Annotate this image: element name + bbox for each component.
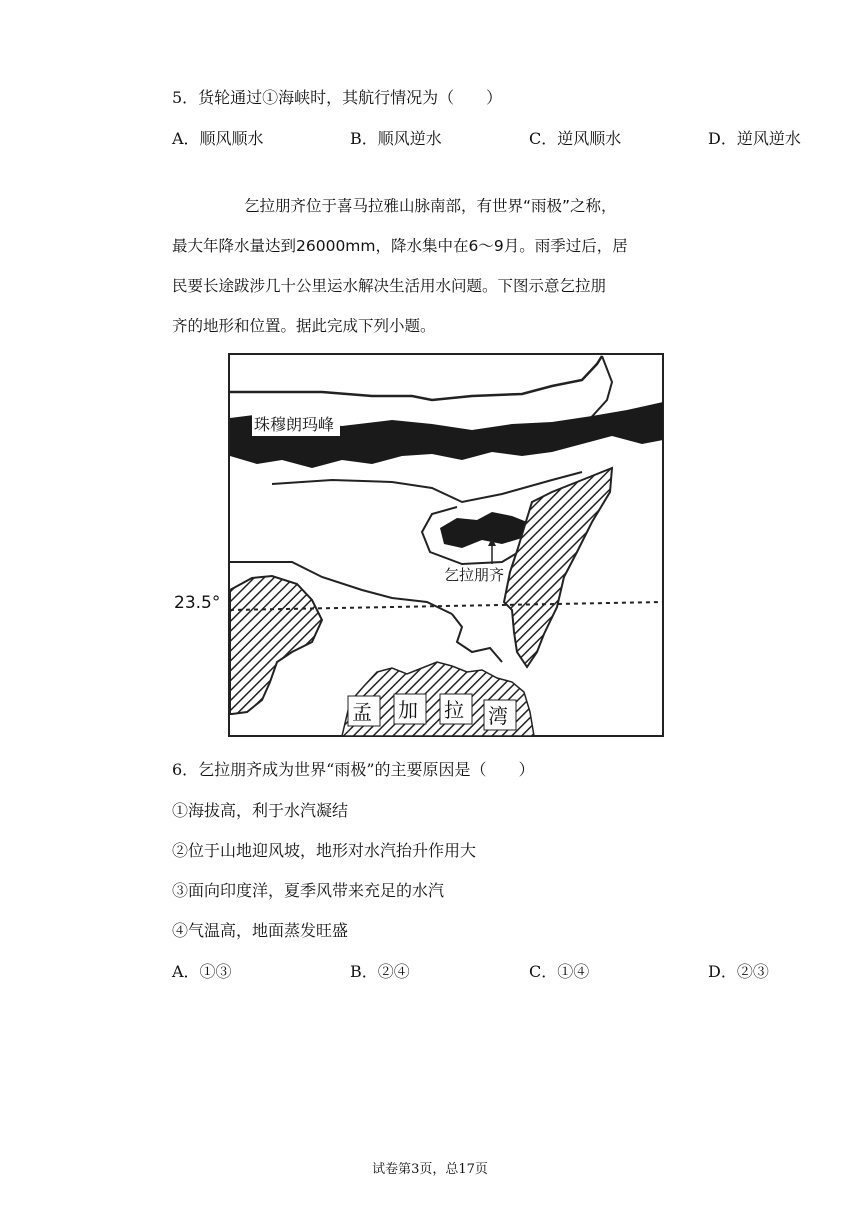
label-latitude: 23.5° <box>174 593 221 613</box>
q6-statement-4: ④气温高，地面蒸发旺盛 <box>172 921 349 940</box>
bay-label-char-4: 湾 <box>488 704 508 728</box>
q5-option-a: A．顺风顺水 <box>172 129 264 148</box>
bay-label-char-3: 拉 <box>444 698 464 722</box>
q6-option-d: D．②③ <box>708 962 769 981</box>
q5-stem: 5．货轮通过①海峡时，其航行情况为（ ） <box>172 88 503 107</box>
cherrapunji-terrain-map <box>172 352 667 738</box>
q6-statement-1: ①海拔高，利于水汽凝结 <box>172 801 349 820</box>
label-cherrapunji: 乞拉朋齐 <box>444 566 505 584</box>
passage-line-1: 乞拉朋齐位于喜马拉雅山脉南部，有世界“雨极”之称， <box>244 197 617 215</box>
bay-label-char-1: 孟 <box>352 700 372 724</box>
q5-option-d: D．逆风逆水 <box>708 129 801 148</box>
page-footer: 试卷第3页，总17页 <box>372 1162 488 1177</box>
q5-option-b: B．顺风逆水 <box>350 129 442 148</box>
label-everest: 珠穆朗玛峰 <box>254 415 335 434</box>
q6-statement-2: ②位于山地迎风坡，地形对水汽抬升作用大 <box>172 841 477 860</box>
passage-line-4: 齐的地形和位置。据此完成下列小题。 <box>172 317 436 335</box>
bay-label-char-2: 加 <box>398 698 418 722</box>
q6-option-c: C．①④ <box>529 962 590 981</box>
q6-option-b: B．②④ <box>350 962 410 981</box>
q6-option-a: A．①③ <box>172 962 232 981</box>
q5-option-c: C．逆风顺水 <box>529 129 622 148</box>
passage-line-3: 民要长途跋涉几十公里运水解决生活用水问题。下图示意乞拉朋 <box>172 277 607 295</box>
q6-stem: 6．乞拉朋齐成为世界“雨极”的主要原因是（ ） <box>172 760 535 779</box>
passage-line-2: 最大年降水量达到26000mm，降水集中在6～9月。雨季过后，居 <box>172 237 628 255</box>
q6-statement-3: ③面向印度洋，夏季风带来充足的水汽 <box>172 881 445 900</box>
